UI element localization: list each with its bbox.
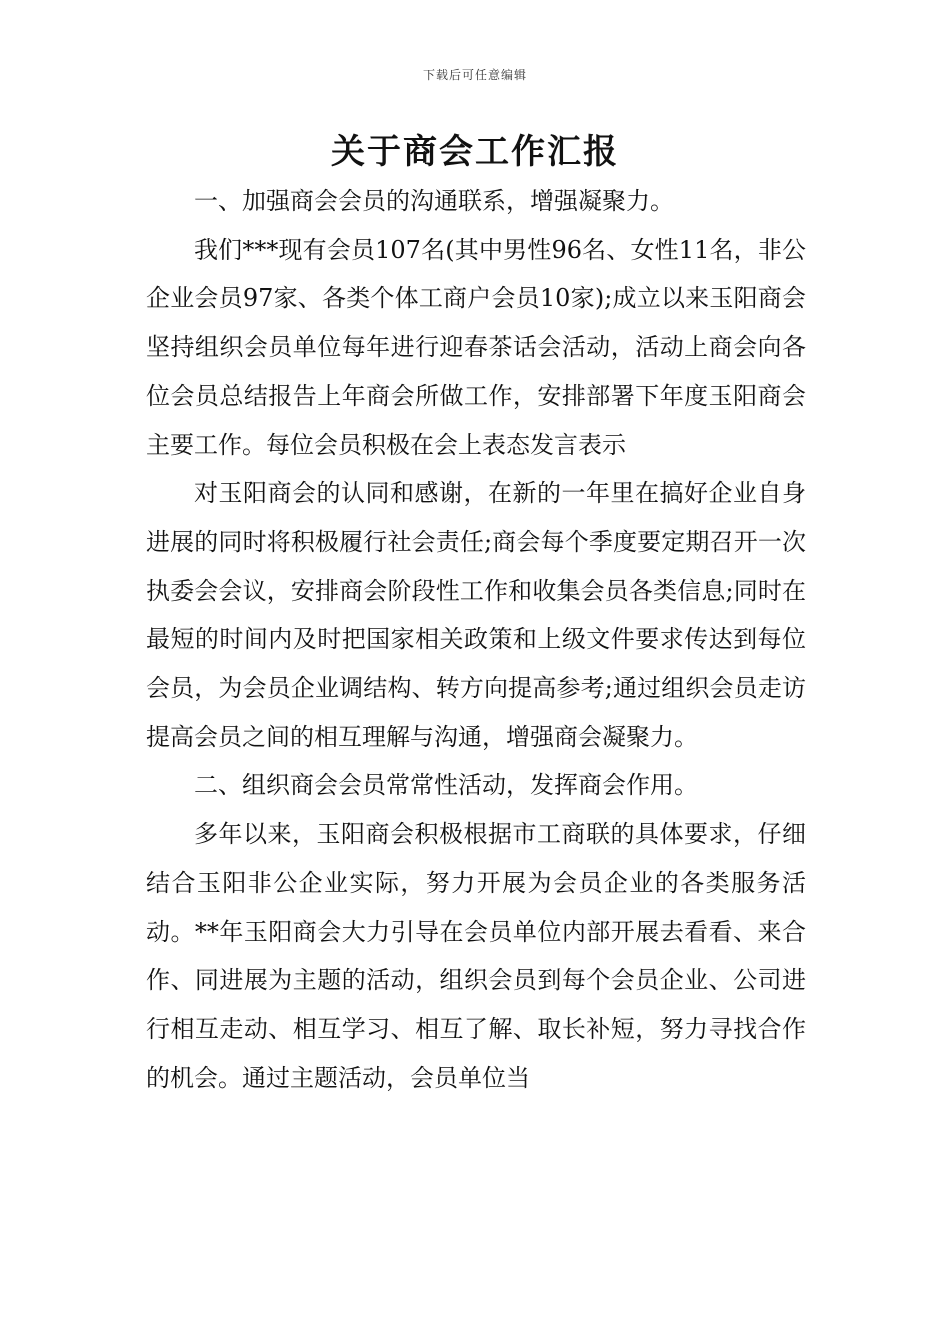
section-heading-1: 一、加强商会会员的沟通联系，增强凝聚力。 <box>194 187 674 215</box>
document-body <box>146 177 806 1102</box>
document-title: 关于商会工作汇报 <box>331 132 619 172</box>
body-paragraph: 对玉阳商会的认同和感谢，在新的一年里在搞好企业自身进展的同时将积极履行社会责任;商会每个季度要定期召开一次执委会会议，安排商会阶段性工作和收集会员各类信息;同时在最短的时间内及时把国家相关政策和上级文件要求传达到每位会员，为会员企业调结构、转方向提高参考;通过组织会员走访提高会员之间的相互理解与沟通，增强商会凝聚力。 <box>146 479 806 751</box>
body-paragraph: 多年以来，玉阳商会积极根据市工商联的具体要求，仔细结合玉阳非公企业实际，努力开展为会员企业的各类服务活动。**年玉阳商会大力引导在会员单位内部开展去看看、来合作、同进展为主题的活动，组织会员到每个会员企业、公司进行相互走动、相互学习、相互了解、取长补短，努力寻找合作的机会。通过主题活动，会员单位当 <box>146 820 806 1092</box>
section-heading-2: 二、组织商会会员常常性活动，发挥商会作用。 <box>194 771 698 800</box>
body-paragraph: 我们***现有会员107名(其中男性96名、女性11名，非公企业会员97家、各类个体工商户会员10家);成立以来玉阳商会坚持组织会员单位每年进行迎春茶话会活动，活动上商会向各位会员总结报告上年商会所做工作，安排部署下年度玉阳商会主要工作。每位会员积极在会上表态发言表示 <box>146 235 806 459</box>
header-note: 下载后可任意编辑 <box>422 68 527 82</box>
